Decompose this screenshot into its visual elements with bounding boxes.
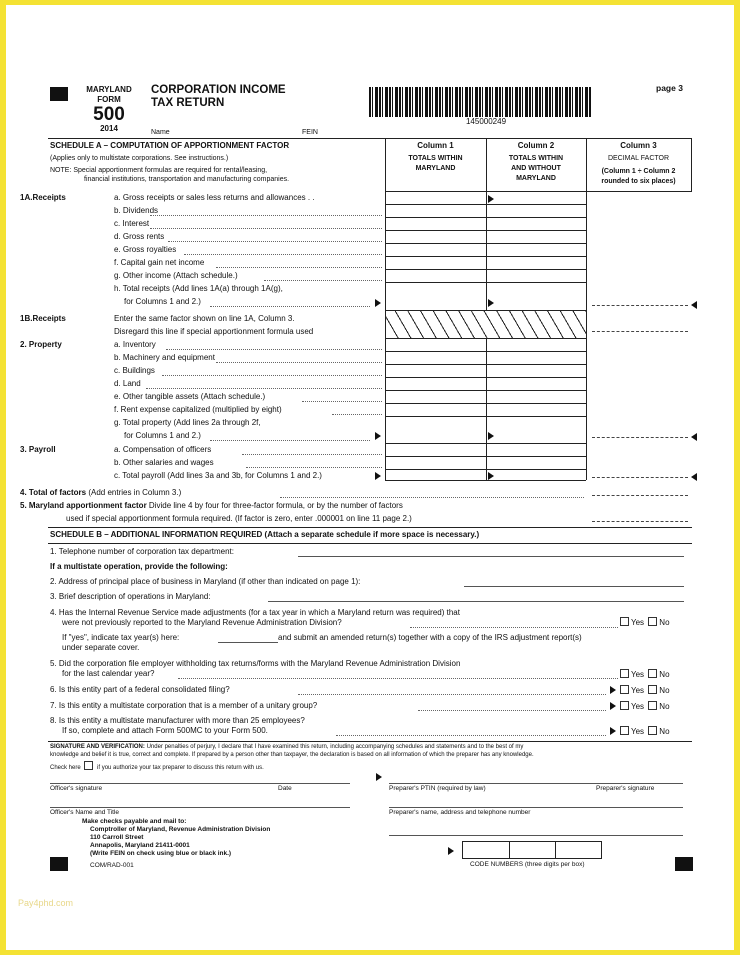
q4-yes-checkbox[interactable]	[620, 617, 629, 626]
date-label: Date	[278, 785, 292, 792]
property-line-a: a. Inventory	[114, 340, 156, 349]
arrow-icon	[610, 727, 616, 735]
authorize-text: Check here if you authorize your tax preparer to discuss this return with us.	[50, 761, 264, 771]
form-title-line2: TAX RETURN	[151, 97, 225, 109]
receipts-line-h: h. Total receipts (Add lines 1A(a) through 1A(g),	[114, 284, 283, 293]
receipts-line-h2: for Columns 1 and 2.)	[124, 297, 201, 306]
form-number: 500	[93, 104, 125, 125]
fein-label: FEIN	[302, 129, 318, 136]
payroll-line-c: c. Total payroll (Add lines 3a and 3b, for Columns 1 and 2.)	[114, 471, 322, 480]
authorize-checkbox[interactable]	[84, 761, 93, 770]
schedule-a-note-2: financial institutions, transportation and manufacturing companies.	[84, 176, 290, 183]
line5: 5. Maryland apportionment factor Divide line 4 by four for three-factor formula, or by the number of factors	[20, 501, 403, 510]
receipts-line-g: g. Other income (Attach schedule.)	[114, 271, 238, 280]
property-line-f: f. Rent expense capitalized (multiplied by eight)	[114, 405, 282, 414]
col1-sub2: MARYLAND	[415, 165, 456, 172]
q6-yes-checkbox[interactable]	[620, 685, 629, 694]
q4-answer: Yes No	[618, 617, 670, 627]
receipts-label: 1A.Receipts	[20, 193, 66, 202]
arrow-icon	[610, 702, 616, 710]
line5-2: used if special apportionment formula required. (If factor is zero, enter .000001 on line 11 page 2.)	[66, 514, 412, 523]
q8-yes-checkbox[interactable]	[620, 726, 629, 735]
question-4-if-b: and submit an amended return(s) together with a copy of the IRS adjustment report(s)	[278, 633, 582, 642]
mail-line-4: Annapolis, Maryland 21411-0001	[90, 842, 190, 849]
receipts-1b-field[interactable]	[592, 331, 688, 332]
receipts-factor-field[interactable]	[592, 305, 688, 306]
telephone-field[interactable]	[298, 556, 684, 557]
property-line-b: b. Machinery and equipment	[114, 353, 215, 362]
col3-sub1: DECIMAL FACTOR	[607, 155, 670, 162]
preparer-name-field[interactable]	[389, 807, 683, 808]
receipts-line-d: d. Gross rents	[114, 232, 165, 241]
arrow-icon	[376, 773, 382, 781]
receipts-1b-line1: Enter the same factor shown on line 1A, Column 3.	[114, 314, 295, 323]
question-2: 2. Address of principal place of business in Maryland (if other than indicated on page 1):	[50, 577, 361, 586]
q8-answer: Yes No	[618, 726, 670, 736]
state-label: MARYLAND	[86, 85, 132, 94]
schedule-a-note-1: NOTE: Special apportionment formulas are required for rental/leasing,	[50, 167, 268, 174]
receipts-line-a: a. Gross receipts or sales less returns and allowances . .	[114, 193, 315, 202]
q7-yes-checkbox[interactable]	[620, 701, 629, 710]
barcode-number: 145000249	[465, 117, 507, 126]
form-word: FORM	[97, 95, 121, 104]
property-factor-field[interactable]	[592, 437, 688, 438]
officer-name-field[interactable]	[50, 807, 350, 808]
property-line-e: e. Other tangible assets (Attach schedule.)	[114, 392, 266, 401]
question-8-line1: 8. Is this entity a multistate manufacturer with more than 25 employees?	[50, 716, 305, 725]
receipts-line-b: b. Dividends	[114, 206, 159, 215]
receipts-line-f: f. Capital gain net income	[114, 258, 205, 267]
preparer-signature-label: Preparer's signature	[596, 785, 655, 792]
operations-field[interactable]	[268, 601, 684, 602]
q5-yes-checkbox[interactable]	[620, 669, 629, 678]
q7-no-checkbox[interactable]	[648, 701, 657, 710]
tax-form-page	[6, 5, 734, 950]
col3-title: Column 3	[620, 141, 657, 150]
arrow-left-icon	[691, 301, 697, 309]
q7-answer: Yes No	[618, 701, 670, 711]
receipts-1b-line2: Disregard this line if special apportionment formula used	[114, 327, 314, 336]
arrow-icon	[488, 299, 494, 307]
mail-line-5: (Write FEIN on check using blue or black ink.)	[90, 850, 232, 857]
q4-no-checkbox[interactable]	[648, 617, 657, 626]
property-line-g2: for Columns 1 and 2.)	[124, 431, 201, 440]
form-year: 2014	[100, 124, 118, 133]
arrow-icon	[375, 472, 381, 480]
arrow-icon	[610, 686, 616, 694]
receipts-line-c: c. Interest	[114, 219, 150, 228]
arrow-left-icon	[691, 433, 697, 441]
preparer-address-field[interactable]	[389, 835, 683, 836]
col1-title: Column 1	[417, 141, 454, 150]
line4: 4. Total of factors (Add entries in Column 3.)	[20, 488, 182, 497]
receipts-1b-label: 1B.Receipts	[20, 314, 66, 323]
question-5-line2: for the last calendar year?	[62, 669, 155, 678]
question-4-if-a: If "yes", indicate tax year(s) here:	[62, 633, 180, 642]
multistate-heading: If a multistate operation, provide the following:	[50, 562, 228, 571]
question-4-if-2: under separate cover.	[62, 643, 140, 652]
ptin-field[interactable]	[389, 783, 683, 784]
arrow-icon	[488, 432, 494, 440]
property-line-d: d. Land	[114, 379, 141, 388]
form-code: COM/RAD-001	[90, 862, 134, 869]
mail-line-3: 110 Carroll Street	[90, 834, 144, 841]
ptin-label: Preparer's PTIN (required by law)	[389, 785, 486, 792]
signature-text-2: knowledge and belief it is true, correct and complete. If prepared by a person other than taxpayer, the declaration is based on all information of which the preparer has any knowledge.	[50, 752, 534, 758]
code-numbers-boxes[interactable]	[462, 841, 602, 859]
payroll-label: 3. Payroll	[20, 445, 56, 454]
arrow-left-icon	[691, 473, 697, 481]
payroll-line-a: a. Compensation of officers	[114, 445, 212, 454]
apportionment-factor-field[interactable]	[592, 521, 688, 522]
question-4-line2: were not previously reported to the Maryland Revenue Administration Division?	[62, 618, 342, 627]
registration-mark	[675, 857, 693, 871]
q6-no-checkbox[interactable]	[648, 685, 657, 694]
watermark: Pay4phd.com	[18, 898, 74, 908]
form-title-line1: CORPORATION INCOME	[151, 84, 286, 96]
schedule-a-title: SCHEDULE A – COMPUTATION OF APPORTIONMENT FACTOR	[50, 141, 290, 150]
question-5-line1: 5. Did the corporation file employer withholding tax returns/forms with the Maryland Revenue Administration Division	[50, 659, 461, 668]
property-line-g: g. Total property (Add lines 2a through 2f,	[114, 418, 261, 427]
mail-line-1: Make checks payable and mail to:	[82, 818, 187, 825]
arrow-icon	[488, 472, 494, 480]
page-number: page 3	[656, 83, 683, 93]
mail-line-2: Comptroller of Maryland, Revenue Administration Division	[90, 826, 271, 833]
col2-sub2: AND WITHOUT	[511, 165, 561, 172]
hatched-area	[386, 311, 586, 338]
code-numbers-label: CODE NUMBERS (three digits per box)	[470, 861, 585, 868]
q5-answer: Yes No	[618, 669, 670, 679]
officer-signature-label: Officer's signature	[50, 785, 103, 792]
schedule-a-applies: (Applies only to multistate corporations. See instructions.)	[50, 155, 229, 162]
arrow-icon	[375, 299, 381, 307]
col3-sub3: rounded to six places)	[601, 178, 676, 185]
question-6: 6. Is this entity part of a federal consolidated filing?	[50, 685, 230, 694]
q8-no-checkbox[interactable]	[648, 726, 657, 735]
total-factors-field[interactable]	[592, 495, 688, 496]
col3-sub2: (Column 1 ÷ Column 2	[601, 168, 676, 175]
payroll-line-b: b. Other salaries and wages	[114, 458, 214, 467]
col2-sub1: TOTALS WITHIN	[508, 155, 564, 162]
question-1: 1. Telephone number of corporation tax department:	[50, 547, 234, 556]
col1-sub1: TOTALS WITHIN	[408, 155, 463, 162]
question-4-line1: 4. Has the Internal Revenue Service made adjustments (for a tax year in which a Maryland return was required) that	[50, 608, 460, 617]
registration-mark	[50, 87, 68, 101]
q5-no-checkbox[interactable]	[648, 669, 657, 678]
officer-signature-field[interactable]	[50, 783, 350, 784]
signature-text-1: SIGNATURE AND VERIFICATION: Under penalties of perjury, I declare that I have examined this return, including accompanying schedules and statements and to the best of my	[50, 744, 524, 750]
tax-year-field[interactable]	[218, 642, 278, 643]
preparer-name-label: Preparer's name, address and telephone number	[389, 809, 531, 816]
q6-answer: Yes No	[618, 685, 670, 695]
property-label: 2. Property	[20, 340, 62, 349]
arrow-icon	[448, 847, 454, 855]
question-8-line2: If so, complete and attach Form 500MC to your Form 500.	[62, 726, 268, 735]
property-line-c: c. Buildings	[114, 366, 155, 375]
col2-sub3: MARYLAND	[516, 175, 556, 182]
payroll-factor-field[interactable]	[592, 477, 688, 478]
question-3: 3. Brief description of operations in Maryland:	[50, 592, 211, 601]
officer-name-label: Officer's Name and Title	[50, 809, 120, 816]
schedule-b-title: SCHEDULE B – ADDITIONAL INFORMATION REQUIRED (Attach a separate schedule if more space is necessary.)	[50, 530, 480, 539]
arrow-icon	[375, 432, 381, 440]
barcode	[369, 87, 591, 117]
name-label: Name	[151, 129, 170, 136]
registration-mark	[50, 857, 68, 871]
col2-title: Column 2	[517, 141, 555, 150]
address-field[interactable]	[464, 586, 684, 587]
question-7: 7. Is this entity a multistate corporation that is a member of a unitary group?	[50, 701, 318, 710]
receipts-line-e: e. Gross royalties	[114, 245, 177, 254]
arrow-icon	[488, 195, 494, 203]
